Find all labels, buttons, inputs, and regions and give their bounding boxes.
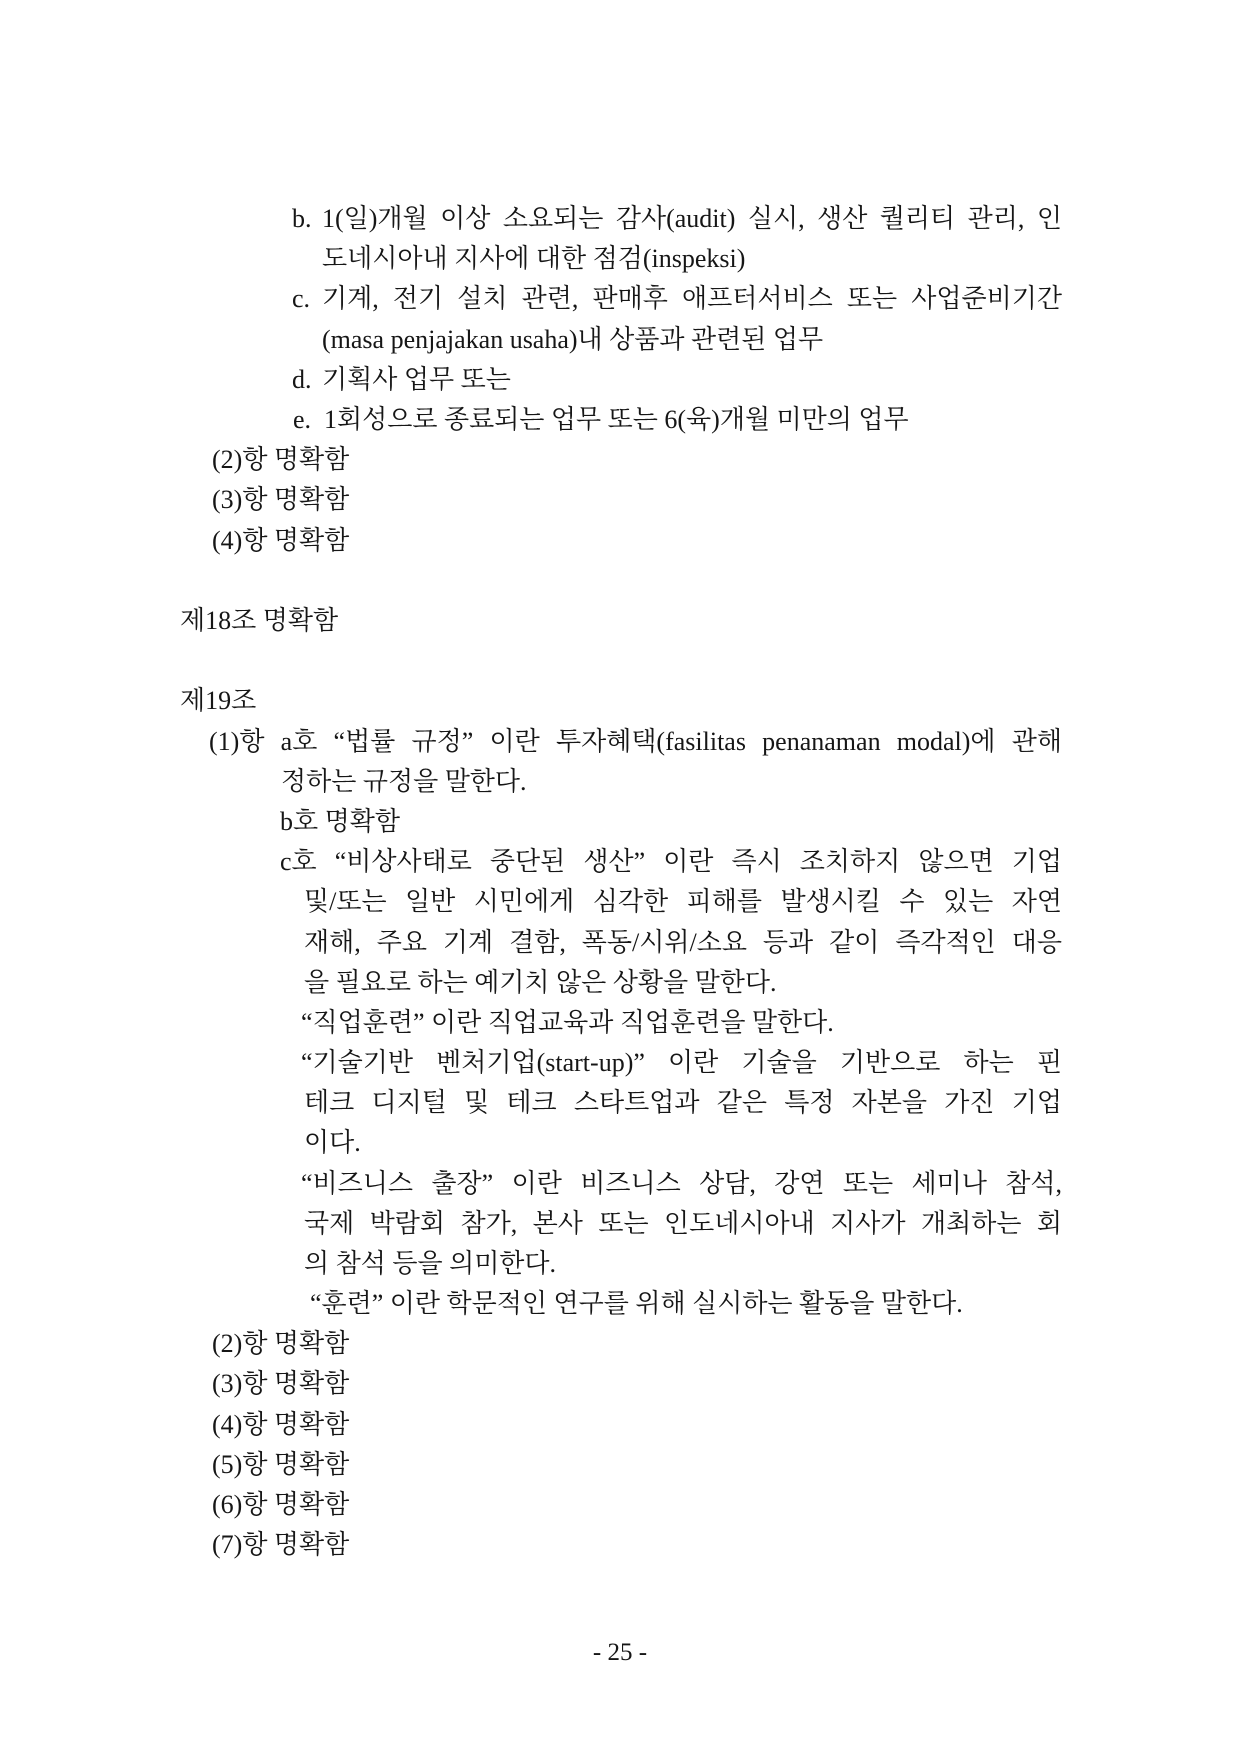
paragraph-7-clear-a19: (7)항 명확함 (212, 1530, 350, 1559)
list-item-e: 1회성으로 종료되는 업무 또는 6(육)개월 미만의 업무 (324, 405, 909, 434)
paragraph-3-clear-a19: (3)항 명확함 (212, 1369, 350, 1398)
paragraph-4-clear-a19: (4)항 명확함 (212, 1410, 350, 1439)
list-item-b-line1: 1(일)개월 이상 소요되는 감사(audit) 실시, 생산 퀄리티 관리, 인 (322, 204, 1062, 233)
page-number: - 25 - (592, 1639, 648, 1666)
paragraph-5-clear-a19: (5)항 명확함 (212, 1450, 350, 1479)
paragraph-3-clear: (3)항 명확함 (212, 485, 350, 514)
list-item-b-line2: 도네시아내 지사에 대한 점검(inspeksi) (322, 244, 746, 273)
article19-p1-a-line1: (1)항 a호 “법률 규정” 이란 투자혜택(fasilitas penanaman modal)에 관해 (209, 727, 1062, 756)
paragraph-2-clear-a19: (2)항 명확함 (212, 1329, 350, 1358)
definition-training: “훈련” 이란 학문적인 연구를 위해 실시하는 활동을 말한다. (310, 1289, 963, 1318)
list-marker-e: e. (293, 405, 312, 434)
paragraph-6-clear-a19: (6)항 명확함 (212, 1490, 350, 1519)
list-item-c-line2: (masa penjajakan usaha)내 상품과 관련된 업무 (322, 325, 824, 354)
list-item-c-line1: 기계, 전기 설치 관련, 판매후 애프터서비스 또는 사업준비기간 (322, 284, 1062, 313)
definition-vocational-training: “직업훈련” 이란 직업교육과 직업훈련을 말한다. (301, 1008, 834, 1037)
article-19-heading: 제19조 (180, 686, 257, 715)
definition-startup-line2: 테크 디지털 및 테크 스타트업과 같은 특정 자본을 가진 기업 (304, 1088, 1062, 1117)
article19-p1-c-line1: c호 “비상사태로 중단된 생산” 이란 즉시 조치하지 않으면 기업 (280, 847, 1062, 876)
definition-startup-line1: “기술기반 벤처기업(start-up)” 이란 기술을 기반으로 하는 핀 (301, 1048, 1062, 1077)
article-18-heading: 제18조 명확함 (180, 606, 339, 635)
list-marker-b: b. (292, 204, 312, 233)
article19-p1-b: b호 명확함 (280, 807, 400, 836)
paragraph-4-clear: (4)항 명확함 (212, 526, 350, 555)
list-item-d: 기획사 업무 또는 (322, 365, 511, 394)
definition-business-trip-line3: 의 참석 등을 의미한다. (304, 1249, 557, 1278)
article19-p1-c-line2: 및/또는 일반 시민에게 심각한 피해를 발생시킬 수 있는 자연 (304, 887, 1062, 916)
article19-p1-a-line2: 정하는 규정을 말한다. (281, 767, 527, 796)
definition-business-trip-line2: 국제 박람회 참가, 본사 또는 인도네시아내 지사가 개최하는 회 (304, 1209, 1062, 1238)
definition-business-trip-line1: “비즈니스 출장” 이란 비즈니스 상담, 강연 또는 세미나 참석, (301, 1169, 1062, 1198)
definition-startup-line3: 이다. (304, 1128, 361, 1157)
article19-p1-c-line3: 재해, 주요 기계 결함, 폭동/시위/소요 등과 같이 즉각적인 대응 (304, 928, 1062, 957)
list-marker-c: c. (292, 284, 311, 313)
paragraph-2-clear: (2)항 명확함 (212, 445, 350, 474)
list-marker-d: d. (292, 365, 312, 394)
article19-p1-c-line4: 을 필요로 하는 예기치 않은 상황을 말한다. (304, 968, 777, 997)
